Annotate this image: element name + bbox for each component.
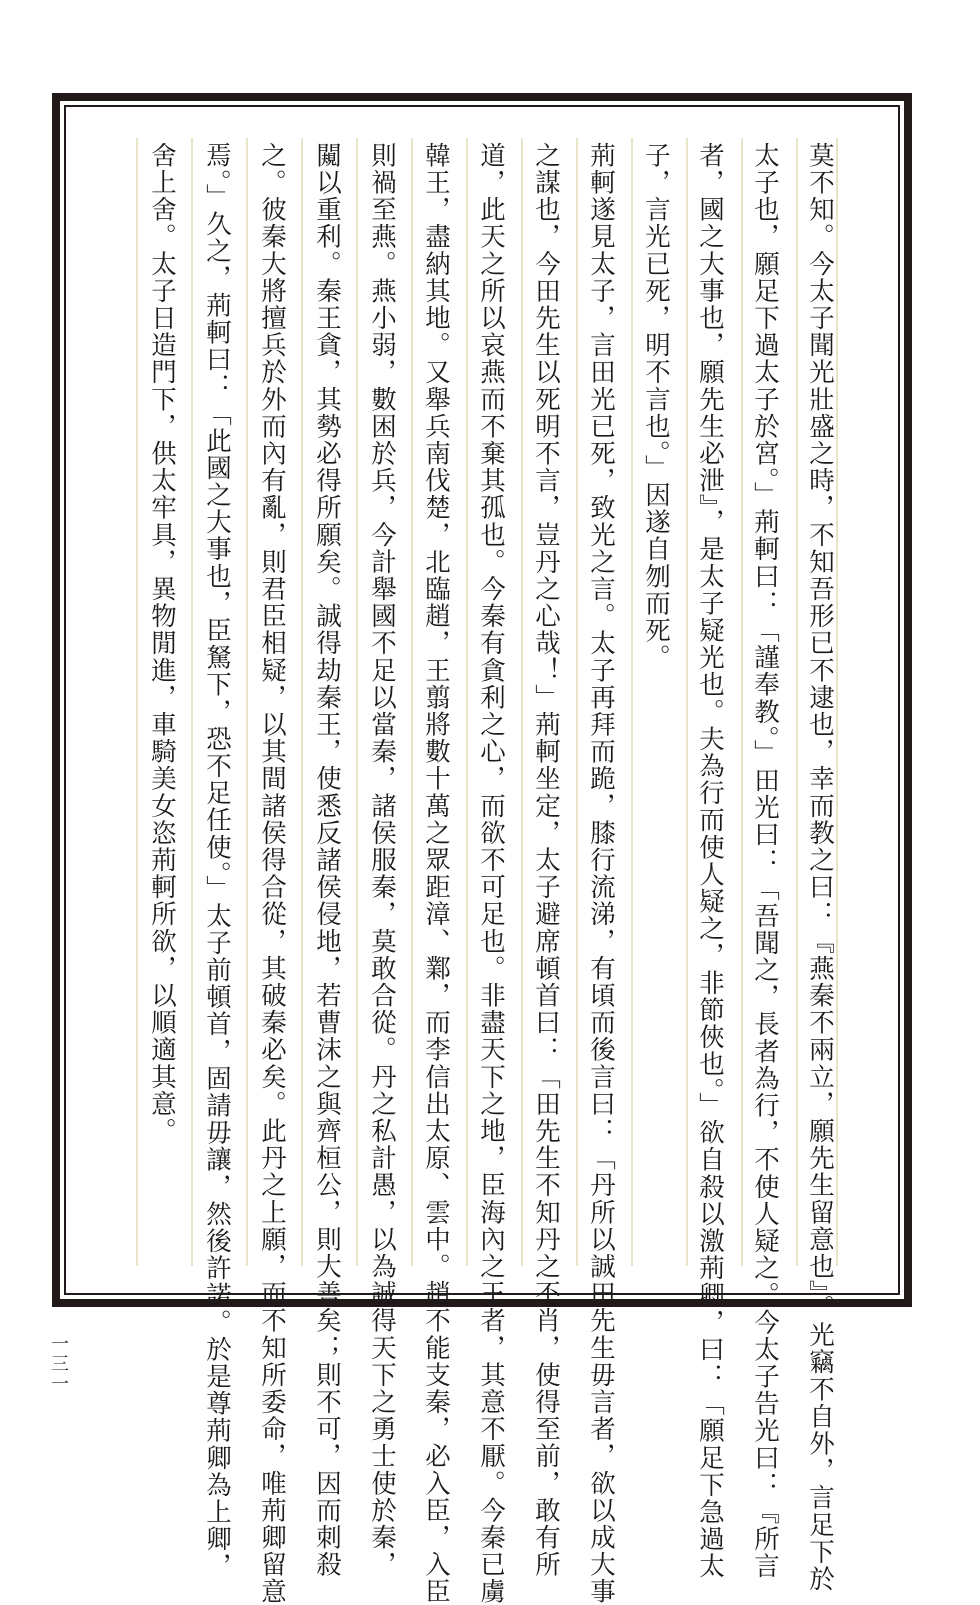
text-column-4: 子，言光已死，明不言也。」因遂自刎而死。 — [641, 142, 671, 672]
page-number: 一三一 — [48, 1334, 69, 1394]
text-column-7: 道，此天之所以哀燕而不棄其孤也。今秦有貪利之心，而欲不可足也。非盡天下之地，臣海內之王者，其意不厭。今秦已虜 — [476, 142, 506, 1605]
vertical-text-body — [136, 138, 836, 1605]
text-column-5: 荊軻遂見太子，言田光已死，致光之言。太子再拜而跪，膝行流涕，有頃而後言曰：「丹所以誠田先生毋言者，欲以成大事 — [586, 142, 616, 1605]
text-column-13: 舍上舍。太子日造門下，供太牢具，異物閒進，車騎美女恣荊軻所欲，以順適其意。 — [147, 142, 177, 1145]
text-column-3: 者，國之大事也，願先生必泄』，是太子疑光也。夫為行而使人疑之，非節俠也。」欲自殺以激荊卿，曰：「願足下急過太 — [695, 142, 725, 1580]
text-column-1: 莫不知。今太子聞光壯盛之時，不知吾形已不逮也，幸而教之曰：『燕秦不兩立，願先生留意也』。光竊不自外，言足下於 — [805, 142, 835, 1593]
text-column-10: 闚以重利。秦王貪，其勢必得所願矣。誠得劫秦王，使悉反諸侯侵地，若曹沫之與齊桓公，則大善矣；則不可，因而刺殺 — [312, 142, 342, 1579]
text-column-2: 太子也，願足下過太子於宮。」荊軻曰：「謹奉教。」田光曰：「吾聞之，長者為行，不使人疑之。今太子告光曰：『所言 — [750, 142, 780, 1580]
text-column-9: 則禍至燕。燕小弱，數困於兵，今計舉國不足以當秦，諸侯服秦，莫敢合從。丹之私計愚，以為誠得天下之勇士使於秦， — [367, 142, 397, 1579]
text-column-12: 焉。」久之，荊軻曰：「此國之大事也，臣駑下，恐不足任使。」太子前頓首，固請毋讓，然後許諾。於是尊荊卿為上卿， — [202, 142, 232, 1580]
text-column-11: 之。彼秦大將擅兵於外而內有亂，則君臣相疑，以其間諸侯得合從，其破秦必矣。此丹之上願，而不知所委命，唯荊卿留意 — [257, 142, 287, 1605]
text-column-8: 韓王，盡納其地。又舉兵南伐楚，北臨趙，王翦將數十萬之眾距漳、鄴，而李信出太原、雲中。趙不能支秦，必入臣，入臣 — [421, 142, 451, 1605]
text-column-6: 之謀也，今田先生以死明不言，豈丹之心哉！」荊軻坐定，太子避席頓首曰：「田先生不知丹之不肖，使得至前，敢有所 — [531, 142, 561, 1579]
